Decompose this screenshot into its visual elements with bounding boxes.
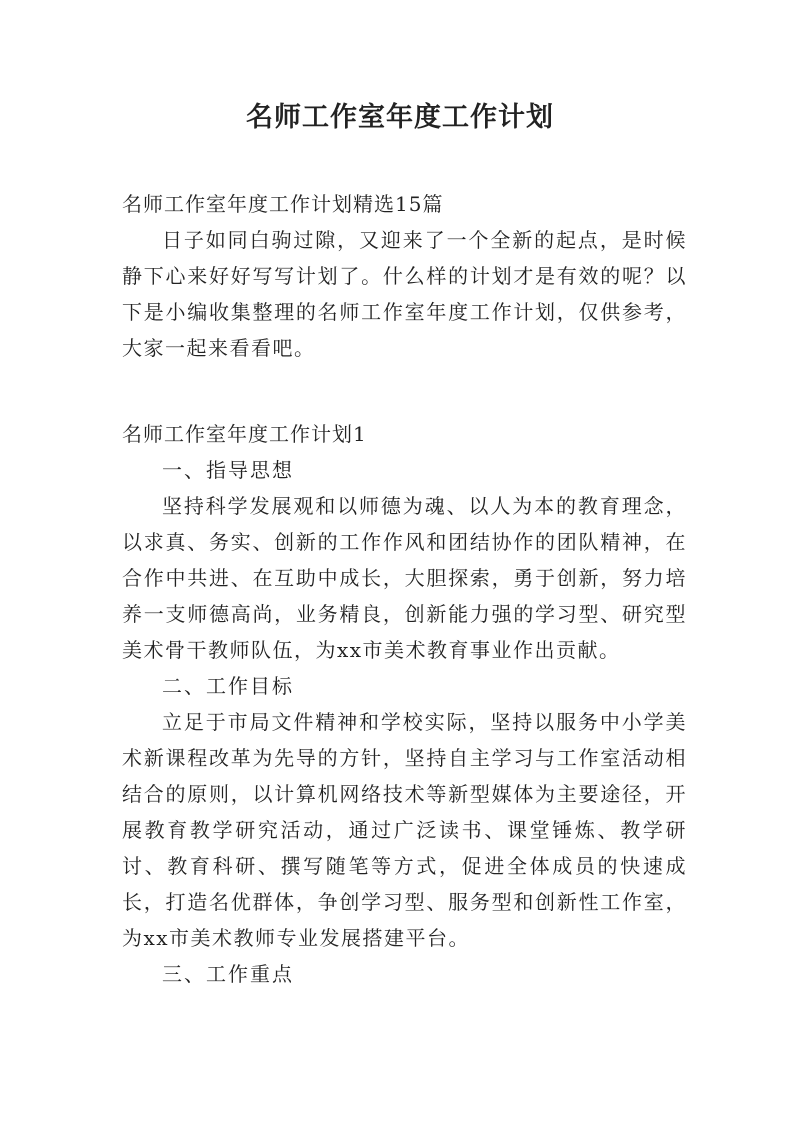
section-heading-work-focus: 三、工作重点 bbox=[162, 962, 294, 986]
document-body bbox=[122, 186, 687, 992]
document-subtitle: 名师工作室年度工作计划精选15篇 bbox=[122, 192, 444, 216]
section-body-guiding-ideology: 坚持科学发展观和以师德为魂、以人为本的教育理念，以求真、务实、创新的工作作风和团结协作的团队精神，在合作中共进、在互助中成长，大胆探索，勇于创新，努力培养一支师德高尚，业务精良，创新能力强的学习型、研究型美术骨干教师队伍，为xx市美术教育事业作出贡献。 bbox=[122, 494, 687, 662]
plan-title: 名师工作室年度工作计划1 bbox=[122, 422, 367, 446]
document-title: 名师工作室年度工作计划 bbox=[246, 102, 554, 133]
spacer bbox=[122, 366, 687, 416]
section-heading-work-goals: 二、工作目标 bbox=[162, 674, 294, 698]
section-heading-guiding-ideology: 一、指导思想 bbox=[162, 458, 294, 482]
section-body-work-goals: 立足于市局文件精神和学校实际，坚持以服务中小学美术新课程改革为先导的方针，坚持自主学习与工作室活动相结合的原则，以计算机网络技术等新型媒体为主要途径，开展教育教学研究活动，通过广泛读书、课堂锤炼、教学研讨、教育科研、撰写随笔等方式，促进全体成员的快速成长，打造名优群体，争创学习型、服务型和创新性工作室，为xx市美术教师专业发展搭建平台。 bbox=[122, 710, 687, 950]
intro-paragraph: 日子如同白驹过隙，又迎来了一个全新的起点，是时候静下心来好好写写计划了。什么样的计划才是有效的呢？以下是小编收集整理的名师工作室年度工作计划，仅供参考，大家一起来看看吧。 bbox=[122, 228, 687, 360]
